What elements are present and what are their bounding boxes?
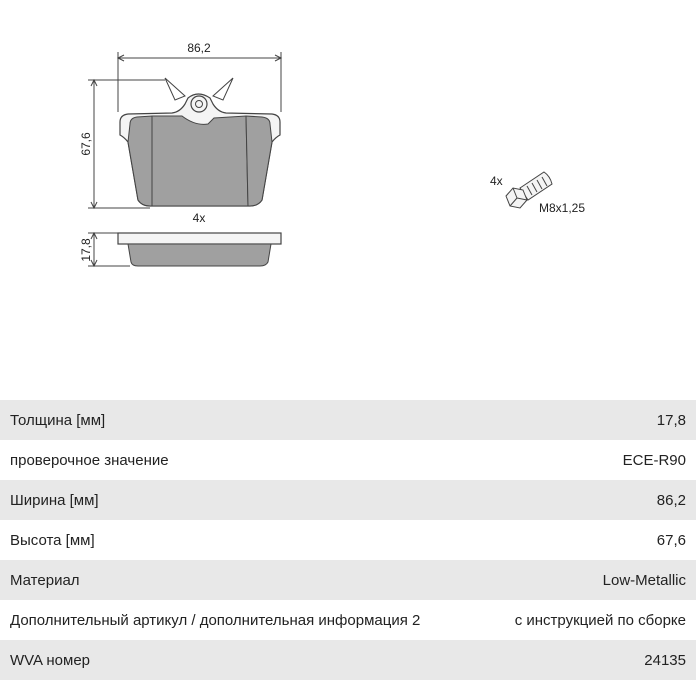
height-label: 67,6 [79,132,93,156]
bolt-quantity-label: 4x [490,174,503,188]
spec-row-additional-info [0,600,696,640]
spec-value: 67,6 [656,531,686,549]
spec-label: WVA номер [10,651,91,669]
spec-value: с инструкцией по сборке [514,611,686,629]
spec-label: Ширина [мм] [10,491,99,509]
spec-row-material [0,560,696,600]
spec-row-wva-number [0,640,696,680]
spec-label: Дополнительный артикул / дополнительная информация 2 [10,611,421,629]
spec-value: ECE-R90 [622,451,686,469]
spec-label: Толщина [мм] [10,411,106,429]
pad-quantity-label: 4x [192,211,206,225]
spec-label: Материал [10,571,80,589]
spec-row-test-mark [0,440,696,480]
spec-value: 17,8 [656,411,686,429]
spec-value: 24135 [644,651,686,669]
spec-label: Высота [мм] [10,531,95,549]
brake-pad-front-view [120,78,280,206]
spec-value: Low-Metallic [602,571,686,589]
spec-row-width [0,480,696,520]
brake-pad-side-view [118,233,281,266]
thickness-label: 17,8 [79,238,93,262]
bolt-spec-label: M8x1,25 [539,201,586,215]
width-label: 86,2 [187,41,211,55]
spec-label: проверочное значение [10,451,169,469]
spec-row-thickness [0,400,696,440]
specifications-table [0,400,696,680]
spec-value: 86,2 [656,491,686,509]
spec-row-height [0,520,696,560]
